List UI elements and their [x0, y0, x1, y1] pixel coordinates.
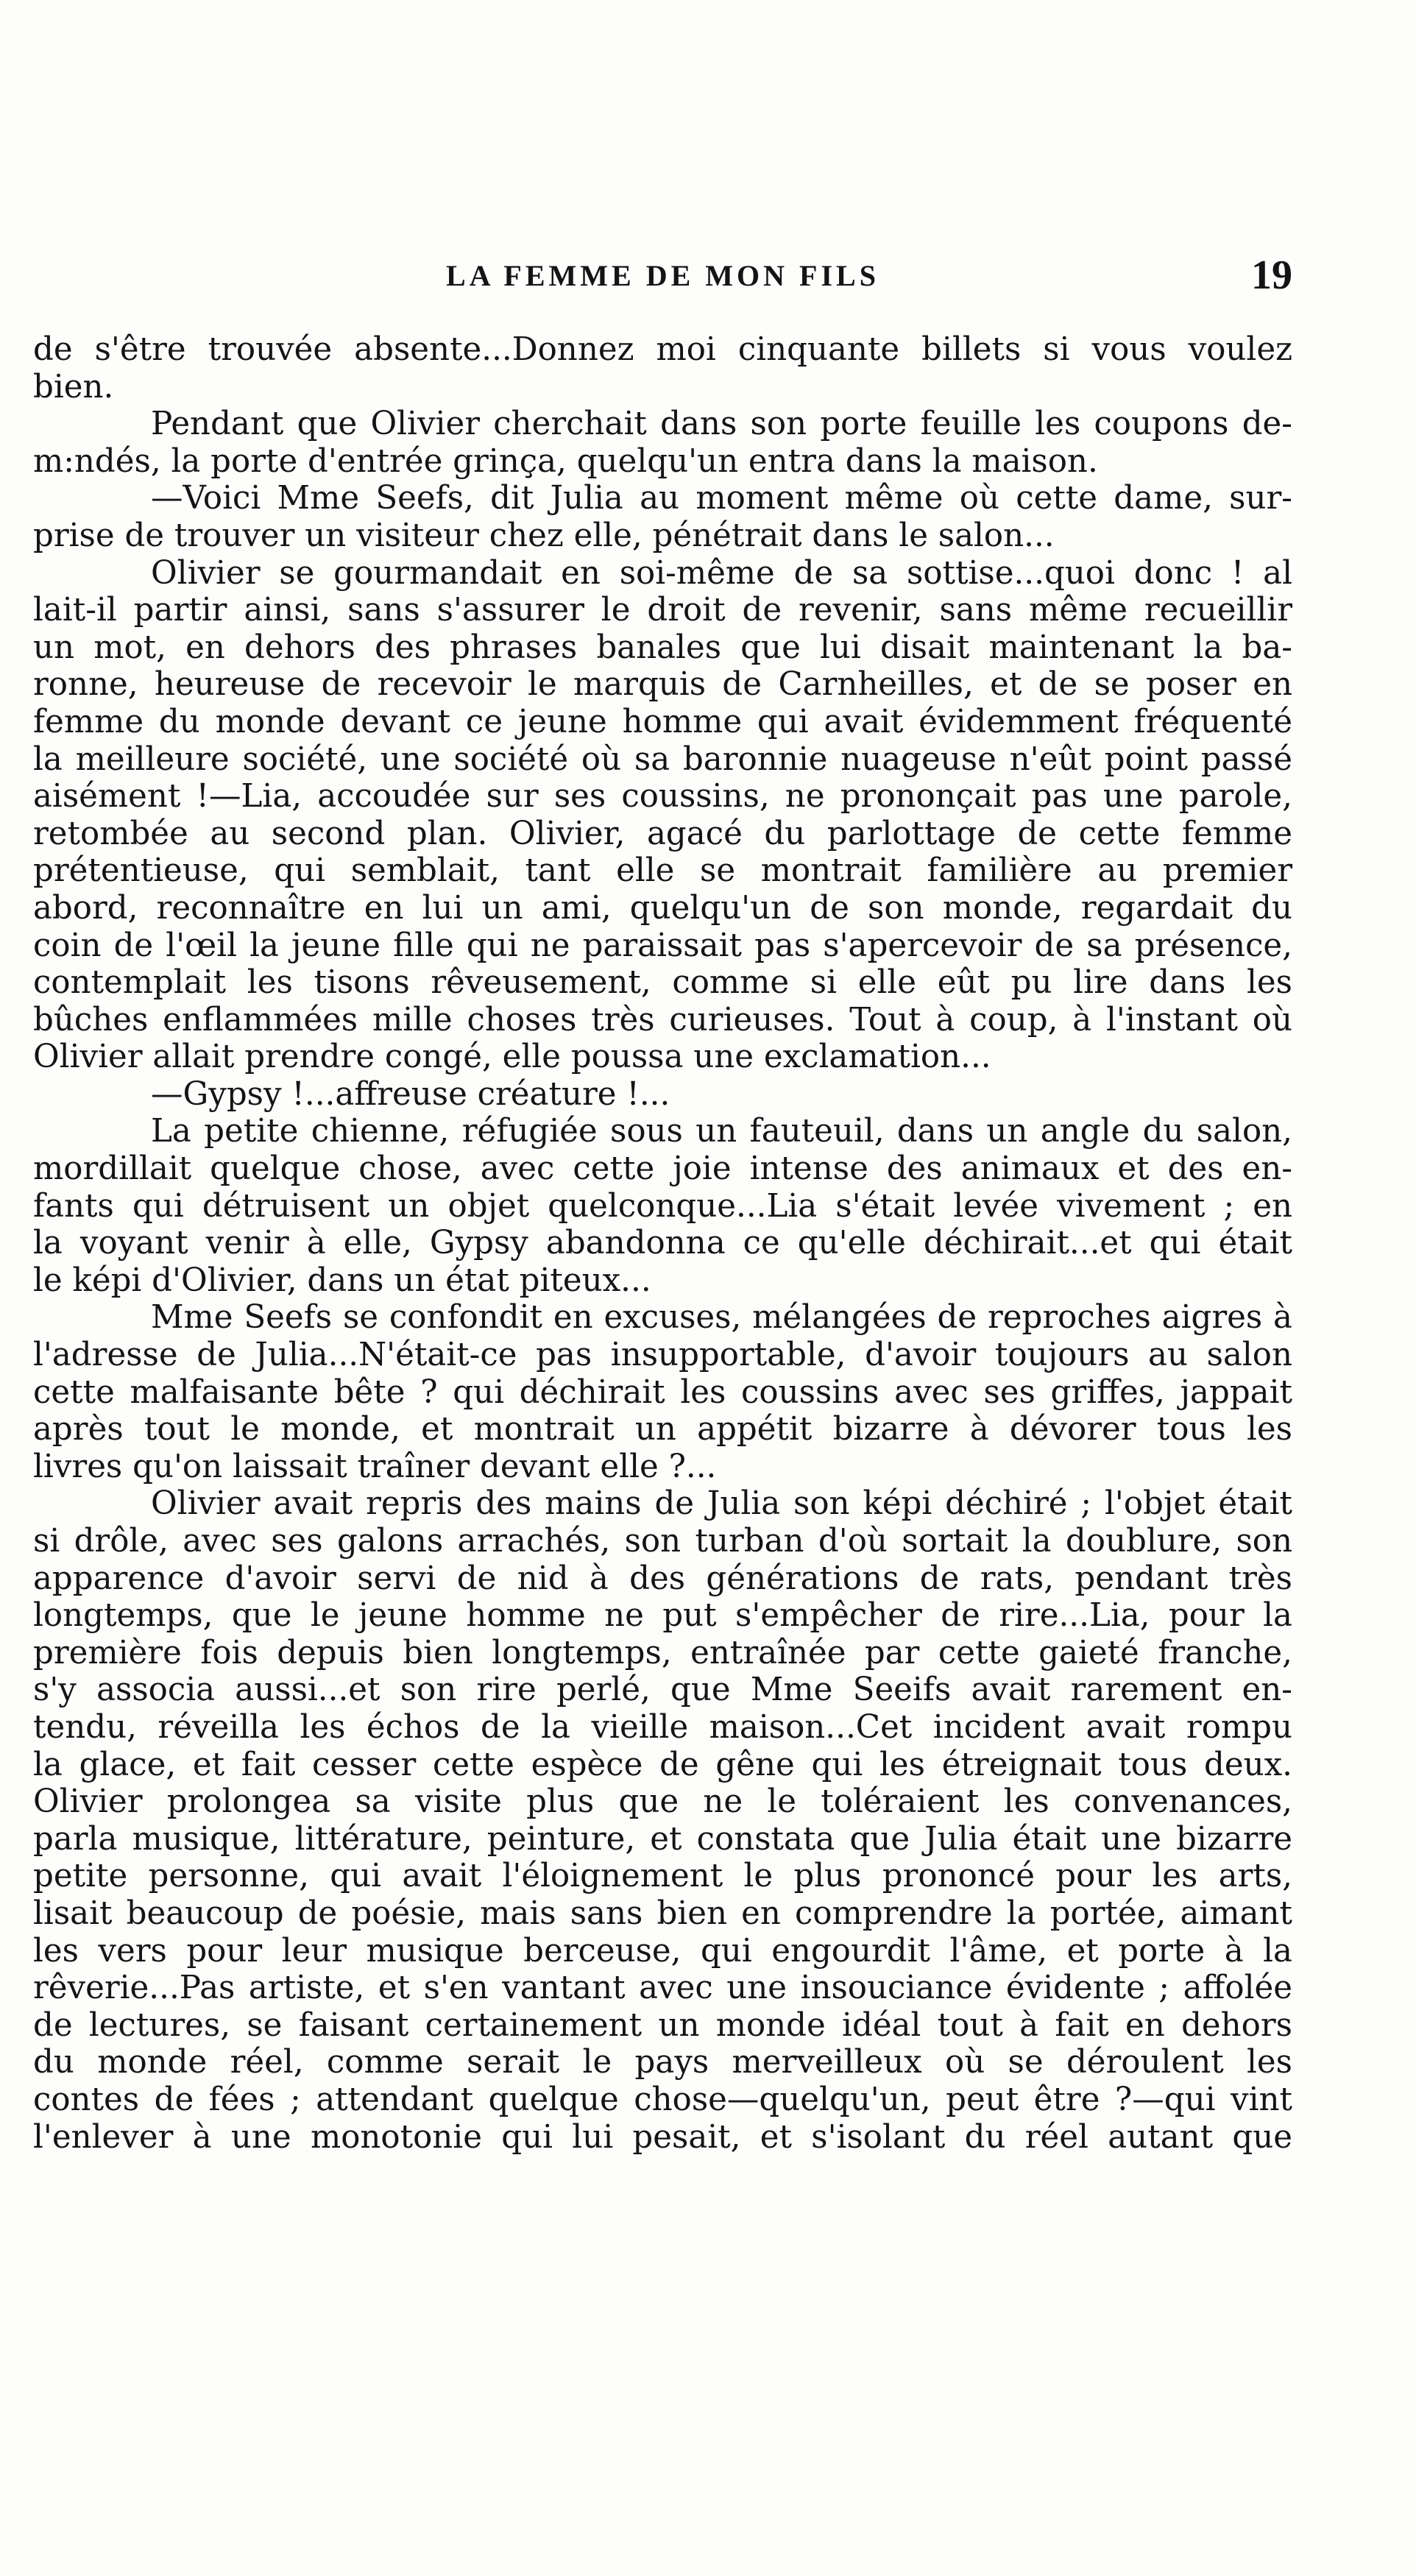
text-line: retombée au second plan. Olivier, agacé du parlottage de cette femme — [33, 815, 1292, 852]
running-title: LA FEMME DE MON FILS — [446, 259, 879, 292]
text-line: bien. — [33, 368, 114, 406]
text-line: abord, reconnaître en lui un ami, quelqu'un de son monde, regardait du — [33, 889, 1292, 927]
text-line: les vers pour leur musique berceuse, qui engourdit l'âme, et porte à la — [33, 1932, 1292, 1970]
text-line: la glace, et fait cesser cette espèce de gêne qui les étreignait tous deux. — [33, 1746, 1292, 1783]
body-text — [33, 331, 1292, 2156]
text-line: Olivier se gourmandait en soi-même de sa sottise...quoi donc ! al — [151, 554, 1292, 592]
text-line: rêverie...Pas artiste, et s'en vantant avec une insouciance évidente ; affolée — [33, 1970, 1292, 2007]
text-line: du monde réel, comme serait le pays merveilleux où se déroulent les — [33, 2044, 1292, 2081]
text-line: Olivier prolongea sa visite plus que ne le toléraient les convenances, — [33, 1783, 1292, 1821]
text-line: Olivier allait prendre congé, elle poussa une exclamation... — [33, 1038, 991, 1076]
text-line: m:ndés, la porte d'entrée grinça, quelqu'un entra dans la maison. — [33, 442, 1098, 480]
text-line: contemplait les tisons rêveusement, comme si elle eût pu lire dans les — [33, 964, 1292, 1002]
text-line: bûches enflammées mille choses très curieuses. Tout à coup, à l'instant où — [33, 1001, 1292, 1038]
text-line: après tout le monde, et montrait un appétit bizarre à dévorer tous les — [33, 1411, 1292, 1448]
text-line: de s'être trouvée absente...Donnez moi cinquante billets si vous voulez — [33, 331, 1292, 368]
text-line: première fois depuis bien longtemps, entraînée par cette gaieté franche, — [33, 1634, 1292, 1671]
text-line: Olivier avait repris des mains de Julia son képi déchiré ; l'objet était — [151, 1485, 1292, 1523]
text-line: Pendant que Olivier cherchait dans son porte feuille les coupons de- — [151, 406, 1292, 443]
page-number: 19 — [1251, 252, 1292, 298]
text-line: longtemps, que le jeune homme ne put s'empêcher de rire...Lia, pour la — [33, 1597, 1292, 1635]
text-line: lait-il partir ainsi, sans s'assurer le droit de revenir, sans même recueillir — [33, 592, 1292, 629]
text-line: —Gypsy !...affreuse créature !... — [151, 1075, 670, 1113]
text-line: l'adresse de Julia...N'était-ce pas insupportable, d'avoir toujours au salon — [33, 1337, 1292, 1374]
text-line: femme du monde devant ce jeune homme qui avait évidemment fréquenté — [33, 703, 1292, 740]
text-line: —Voici Mme Seefs, dit Julia au moment même où cette dame, sur- — [151, 480, 1292, 517]
text-line: la voyant venir à elle, Gypsy abandonna ce qu'elle déchirait...et qui était — [33, 1225, 1292, 1262]
text-line: cette malfaisante bête ? qui déchirait les coussins avec ses griffes, jappait — [33, 1373, 1292, 1411]
text-line: livres qu'on laissait traîner devant elle ?... — [33, 1448, 717, 1485]
text-line: lisait beaucoup de poésie, mais sans bien en comprendre la portée, aimant — [33, 1894, 1292, 1932]
text-line: prise de trouver un visiteur chez elle, pénétrait dans le salon... — [33, 517, 1055, 554]
text-line: un mot, en dehors des phrases banales que lui disait maintenant la ba- — [33, 629, 1292, 666]
text-line: le képi d'Olivier, dans un état piteux... — [33, 1262, 651, 1299]
text-line: prétentieuse, qui semblait, tant elle se montrait familière au premier — [33, 852, 1292, 890]
text-line: fants qui détruisent un objet quelconque...Lia s'était levée vivement ; en — [33, 1187, 1292, 1225]
text-line: parla musique, littérature, peinture, et constata que Julia était une bizarre — [33, 1820, 1292, 1858]
text-line: tendu, réveilla les échos de la vieille maison...Cet incident avait rompu — [33, 1708, 1292, 1746]
text-line: mordillait quelque chose, avec cette joie intense des animaux et des en- — [33, 1150, 1292, 1188]
text-line: petite personne, qui avait l'éloignement le plus prononcé pour les arts, — [33, 1858, 1292, 1895]
text-line: si drôle, avec ses galons arrachés, son turban d'où sortait la doublure, son — [33, 1523, 1292, 1560]
text-line: la meilleure société, une société où sa baronnie nuageuse n'eût point passé — [33, 740, 1292, 778]
text-line: l'enlever à une monotonie qui lui pesait, et s'isolant du réel autant que — [33, 2118, 1292, 2156]
text-line: de lectures, se faisant certainement un monde idéal tout à fait en dehors — [33, 2006, 1292, 2044]
text-line: ronne, heureuse de recevoir le marquis de Carnheilles, et de se poser en — [33, 666, 1292, 704]
text-line: apparence d'avoir servi de nid à des générations de rats, pendant très — [33, 1560, 1292, 1597]
text-line: s'y associa aussi...et son rire perlé, que Mme Seeifs avait rarement en- — [33, 1671, 1292, 1709]
running-head — [33, 254, 1292, 305]
text-line: aisément !—Lia, accoudée sur ses coussins, ne prononçait pas une parole, — [33, 778, 1292, 815]
text-line: La petite chienne, réfugiée sous un fauteuil, dans un angle du salon, — [151, 1113, 1292, 1150]
text-line: contes de fées ; attendant quelque chose—quelqu'un, peut être ?—qui vint — [33, 2081, 1292, 2118]
text-line: Mme Seefs se confondit en excuses, mélangées de reproches aigres à — [151, 1299, 1292, 1337]
text-line: coin de l'œil la jeune fille qui ne paraissait pas s'apercevoir de sa présence, — [33, 927, 1292, 964]
